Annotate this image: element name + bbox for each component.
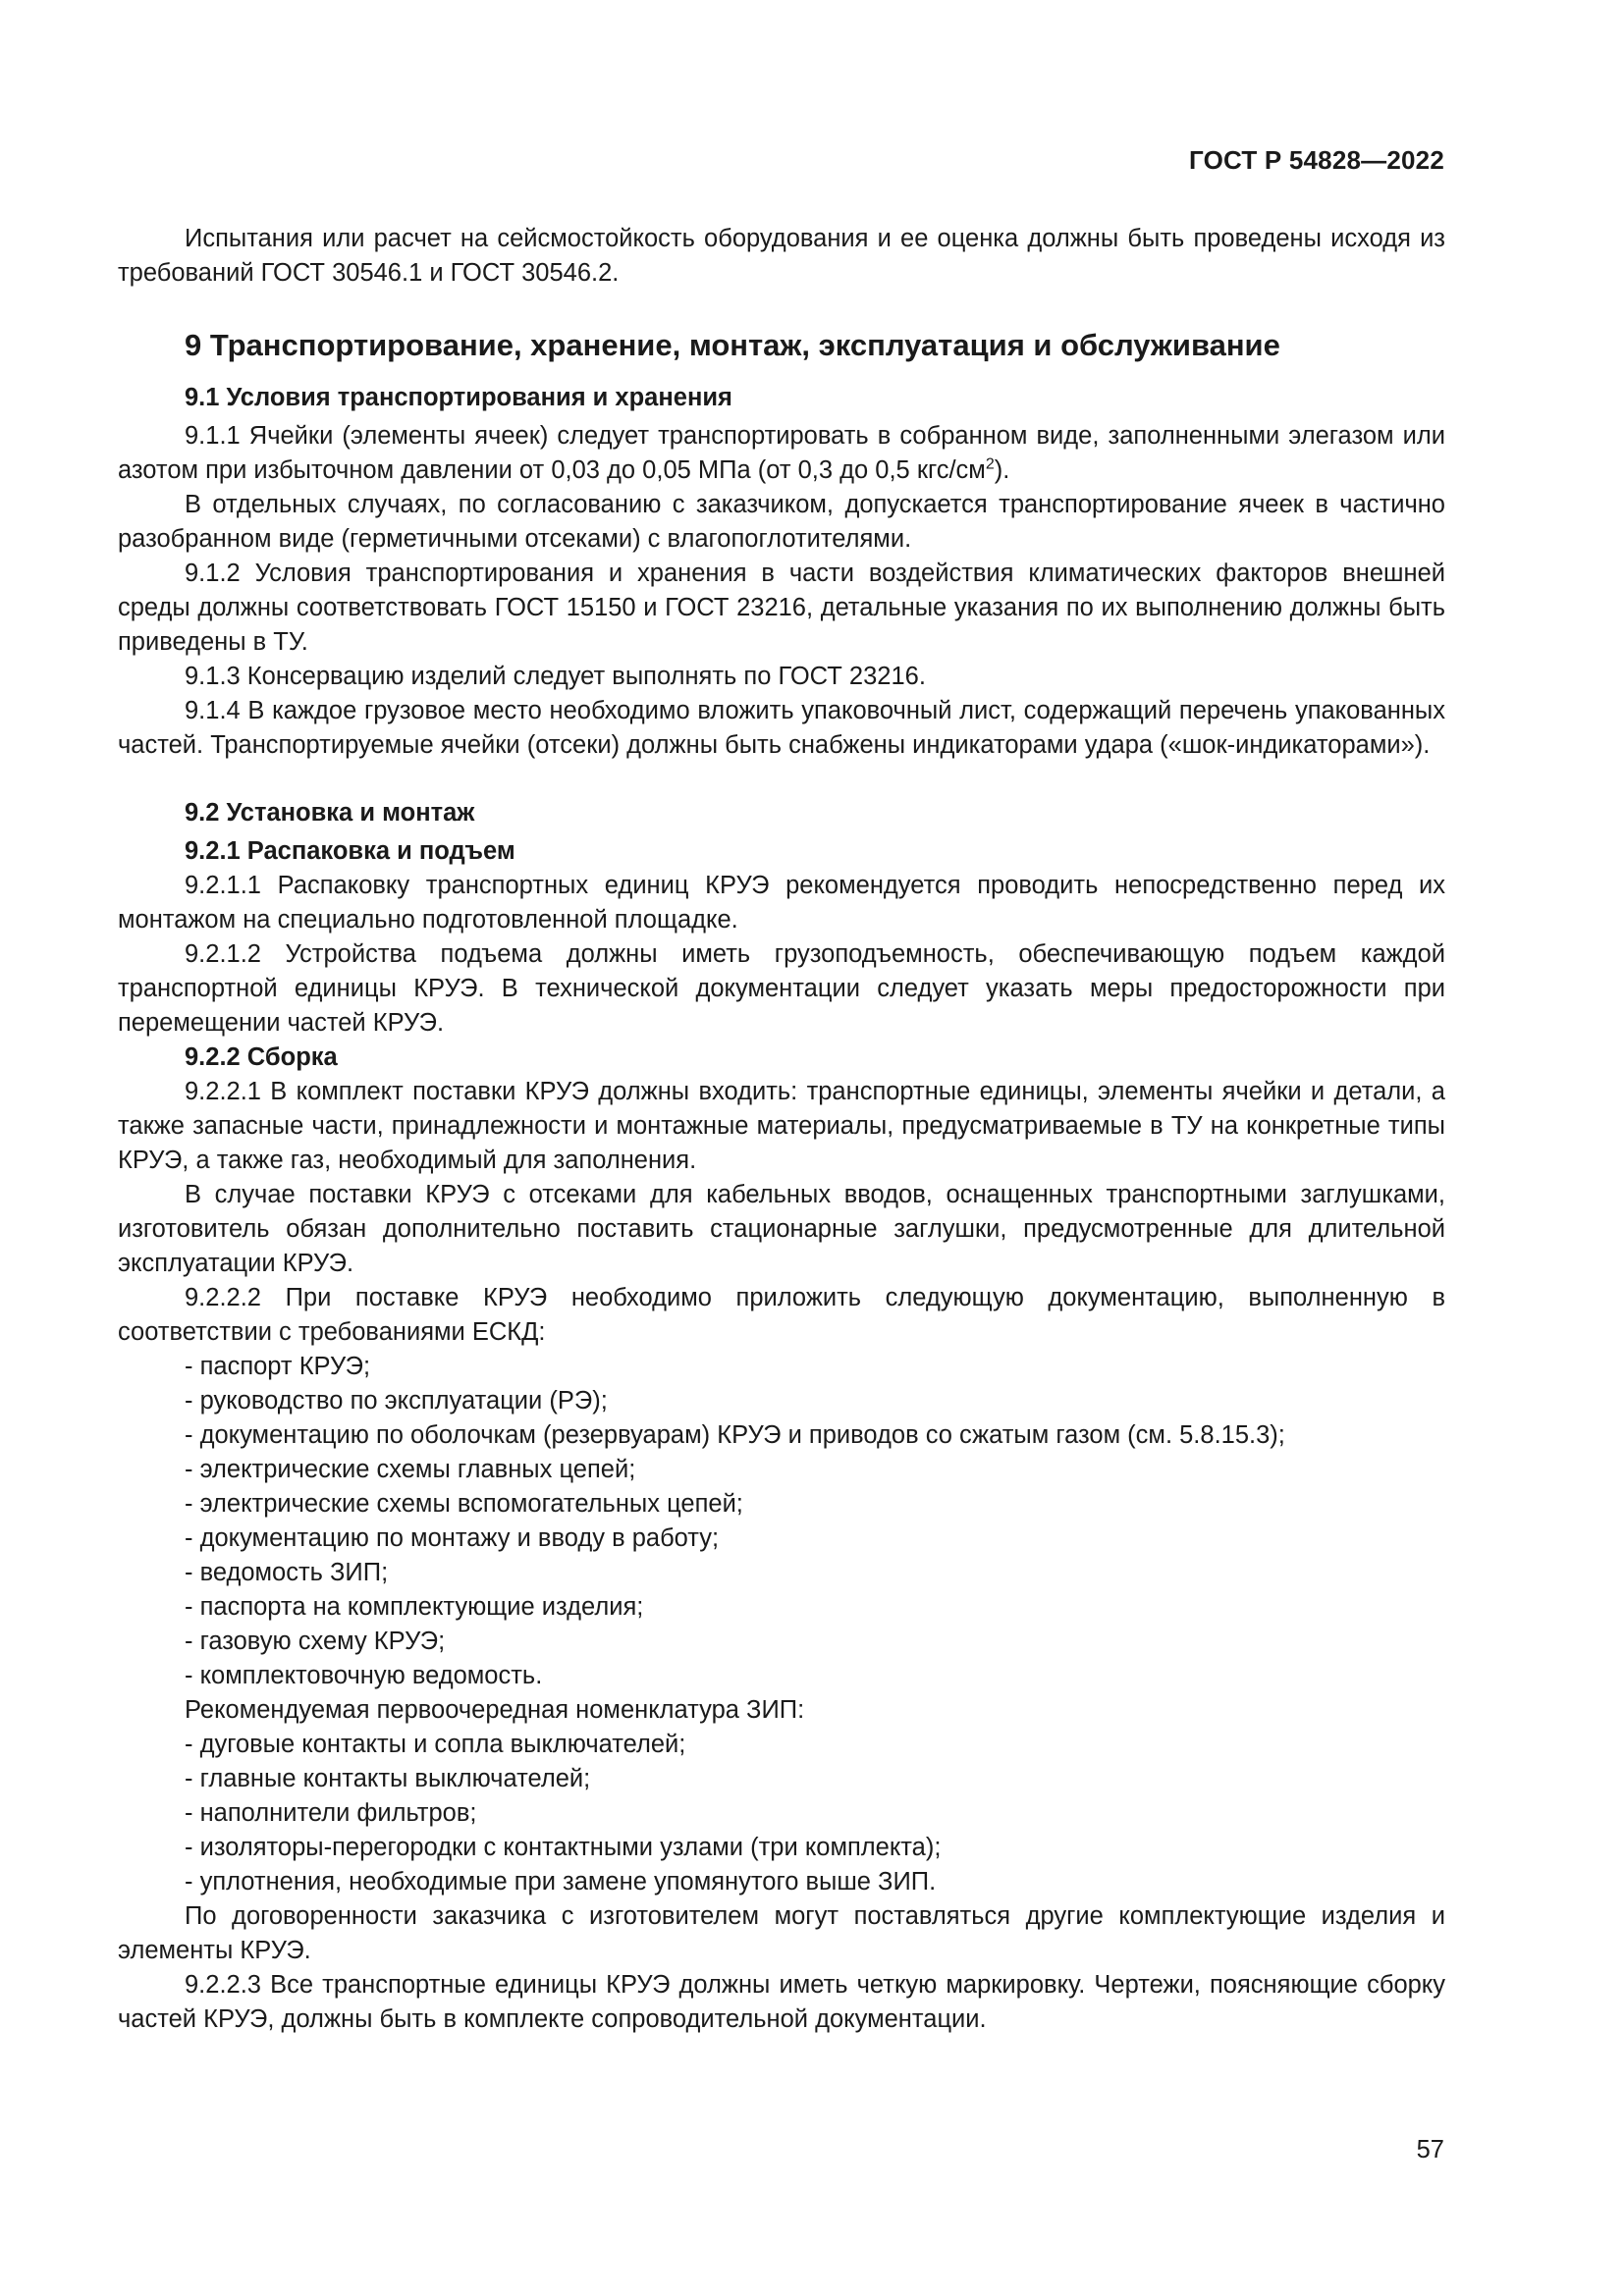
list-item: - наполнители фильтров; — [185, 1799, 477, 1827]
page-number: 57 — [1416, 2136, 1444, 2163]
paragraph-9-1-1-text: 9.1.1 Ячейки (элементы ячеек) следует транспортировать в собранном виде, заполненными элегазом или азотом при избыточном давлении от 0,03 до 0,05 МПа (от 0,3 до 0,5 кгс/см — [118, 422, 1445, 484]
section-9-2-title: 9.2 Установка и монтаж — [185, 799, 475, 827]
paragraph-9-1-4: 9.1.4 В каждое грузовое место необходимо вложить упаковочный лист, содержащий перечень упакованных частей. Транспортируемые ячейки (отсеки) должны быть снабжены индикаторами удара («шок-индикаторами»). — [118, 697, 1445, 759]
superscript-2: 2 — [985, 455, 995, 473]
list-item: - изоляторы-перегородки с контактными узлами (три комплекта); — [185, 1834, 942, 1861]
section-9-2-1-title: 9.2.1 Распаковка и подъем — [185, 837, 515, 865]
paragraph-9-2-2-3: 9.2.2.3 Все транспортные единицы КРУЭ должны иметь четкую маркировку. Чертежи, поясняющие сборку частей КРУЭ, должны быть в комплекте сопроводительной документации. — [118, 1971, 1445, 2033]
agreement-paragraph: По договоренности заказчика с изготовителем могут поставляться другие комплектующие изделия и элементы КРУЭ. — [118, 1902, 1445, 1964]
list-item: - главные контакты выключателей; — [185, 1765, 591, 1792]
paragraph-9-2-2-2: 9.2.2.2 При поставке КРУЭ необходимо приложить следующую документацию, выполненную в соответствии с требованиями ЕСКД: — [118, 1284, 1445, 1346]
list-item: - паспорта на комплектующие изделия; — [185, 1593, 644, 1621]
zip-list — [118, 1728, 1445, 1899]
paragraph-9-2-2-1-b: В случае поставки КРУЭ с отсеками для кабельных вводов, оснащенных транспортными заглушками, изготовитель обязан дополнительно поставить стационарные заглушки, предусмотренные для длительной эксплуатации КРУЭ. — [118, 1181, 1445, 1277]
list-item: - руководство по эксплуатации (РЭ); — [185, 1387, 608, 1415]
list-item: - электрические схемы главных цепей; — [185, 1456, 636, 1483]
page-content — [118, 222, 1445, 2037]
list-item: - документацию по монтажу и вводу в работу; — [185, 1524, 720, 1552]
list-item: - ведомость ЗИП; — [185, 1559, 389, 1586]
zip-list-title: Рекомендуемая первоочередная номенклатура ЗИП: — [185, 1696, 805, 1724]
paragraph-9-1-1-b: В отдельных случаях, по согласованию с заказчиком, допускается транспортирование ячеек в частично разобранном виде (герметичными отсеками) с влагопоглотителями. — [118, 491, 1445, 553]
paragraph-9-1-1-end: ). — [994, 456, 1010, 484]
documentation-list — [118, 1350, 1445, 1693]
section-9-2-2-title: 9.2.2 Сборка — [185, 1043, 338, 1071]
list-item: - паспорт КРУЭ; — [185, 1353, 371, 1380]
list-item: - дуговые контакты и сопла выключателей; — [185, 1731, 686, 1758]
list-item: - электрические схемы вспомогательных цепей; — [185, 1490, 743, 1518]
list-item: - газовую схему КРУЭ; — [185, 1628, 446, 1655]
list-item: - комплектовочную ведомость. — [185, 1662, 543, 1689]
list-item: - уплотнения, необходимые при замене упомянутого выше ЗИП. — [185, 1868, 937, 1896]
paragraph-9-2-1-1: 9.2.1.1 Распаковку транспортных единиц КРУЭ рекомендуется проводить непосредственно перед их монтажом на специально подготовленной площадке. — [118, 872, 1445, 934]
list-item: - документацию по оболочкам (резервуарам) КРУЭ и приводов со сжатым газом (см. 5.8.15.3); — [185, 1421, 1285, 1449]
paragraph-9-1-3: 9.1.3 Консервацию изделий следует выполнять по ГОСТ 23216. — [185, 663, 926, 690]
standard-code: ГОСТ Р 54828—2022 — [1189, 145, 1444, 175]
paragraph-9-1-2: 9.1.2 Условия транспортирования и хранения в части воздействия климатических факторов внешней среды должны соответствовать ГОСТ 15150 и ГОСТ 23216, детальные указания по их выполнению должны быть приведены в ТУ. — [118, 560, 1445, 656]
section-9-title: 9 Транспортирование, хранение, монтаж, эксплуатация и обслуживание — [185, 328, 1280, 362]
intro-paragraph: Испытания или расчет на сейсмостойкость оборудования и ее оценка должны быть проведены исходя из требований ГОСТ 30546.1 и ГОСТ 30546.2. — [118, 225, 1445, 287]
section-9-1-title: 9.1 Условия транспортирования и хранения — [185, 384, 732, 411]
paragraph-9-2-2-1: 9.2.2.1 В комплект поставки КРУЭ должны входить: транспортные единицы, элементы ячейки и детали, а также запасные части, принадлежности и монтажные материалы, предусматриваемые в ТУ на конкретные типы КРУЭ, а также газ, необходимый для заполнения. — [118, 1078, 1445, 1174]
paragraph-9-2-1-2: 9.2.1.2 Устройства подъема должны иметь грузоподъемность, обеспечивающую подъем каждой транспортной единицы КРУЭ. В технической документации следует указать меры предосторожности при перемещении частей КРУЭ. — [118, 940, 1445, 1037]
paragraph-9-1-1 — [118, 419, 1445, 488]
